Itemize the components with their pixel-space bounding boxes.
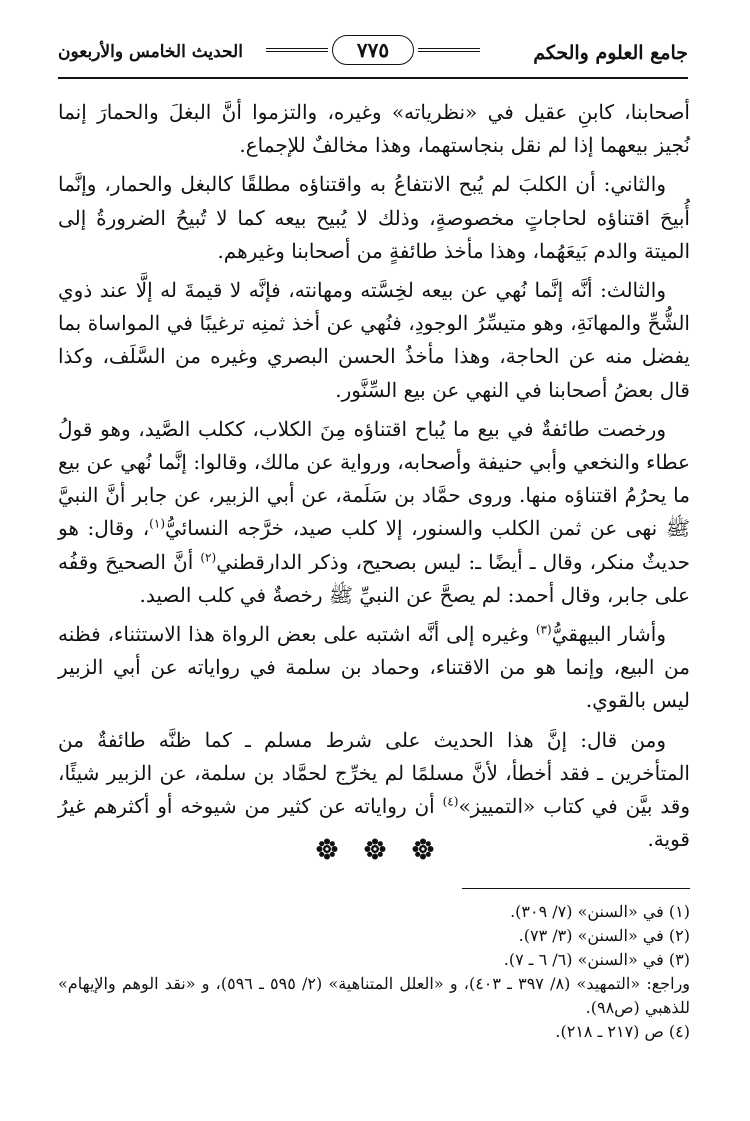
rosette-ornament-icon xyxy=(316,838,338,860)
paragraph xyxy=(58,724,690,857)
paragraph: أصحابنا، كابنِ عقيل في «نظرياته» وغيره، والتزموا أنَّ البغلَ والحمارَ إنما نُجيز بيعهما إذا لم نقل بنجاستهما، وهذا مخالفٌ للإجماع. xyxy=(58,100,690,158)
running-header xyxy=(58,30,688,74)
main-text xyxy=(58,96,690,862)
page-number: ٧٧٥ xyxy=(332,35,414,65)
footnote-3-note: وراجع: «التمهيد» (٨/ ٣٩٧ ـ ٤٠٣)، و «العلل المتناهية» (٢/ ٥٩٥ ـ ٥٩٦)، و «نقد الوهم والإيهام» للذهبي (ص٩٨). xyxy=(58,974,691,1017)
text-run: ، وقال: هو حديثٌ منكر، وقال ـ أيضًا ـ: ليس بصحيح، وذكر الدارقطني xyxy=(58,516,690,574)
paragraph xyxy=(58,413,690,612)
text-run: وغيره إلى أنَّه اشتبه على بعض الرواة هذا الاستثناء، فظنه من البيع، وإنما هو من الاقتناء، وحماد بن سلمة في رواياته عن أبي الزبير ليس بالقوي. xyxy=(58,622,690,713)
footnote-reference[interactable]: (١) xyxy=(149,516,165,531)
paragraph: والثالث: أنَّه إنَّما نُهي عن بيعه لخِسَّته ومهانته، فإنَّه لا قيمةَ له إلَّا عند ذوي الشُّحِّ والمهانَةِ، وهو متيسِّرُ الوجودِ، فنُهي عن أخذ ثمنِه ترغيبًا في المواساة بما يفضل منه عن الحاجة، وهذا مأخذُ الحسن البصري وغيره من السَّلَف، وكذا قال بعضُ أصحابنا في النهي عن بيع السِّنَّور. xyxy=(58,278,690,402)
paragraph xyxy=(58,618,690,718)
rosette-ornament-icon xyxy=(412,838,434,860)
text-run: ورخصت طائفةٌ في بيع ما يُباح اقتناؤه مِنَ الكلاب، ككلب الصَّيد، وهو قولُ عطاء والنخعي وأبي حنيفة وأصحابه، ورواية عن مالك، وقالوا: إنَّما نُهي عن بيع ما يحرُمُ اقتناؤه منها. وروى حمَّاد بن سَلَمة، عن أبي الزبير، عن جابر أنَّ النبيَّ ﷺ نهى عن ثمن الكلب والسنور، إلا كلب صيد، خرَّجه النسائيُّ xyxy=(58,416,690,541)
footnote-reference[interactable]: (٢) xyxy=(200,549,217,564)
footnotes xyxy=(58,900,690,1044)
header-rule-right xyxy=(418,48,480,52)
footnote-4: (٤) ص (٢١٧ ـ ٢١٨). xyxy=(555,1022,690,1041)
footnote-reference[interactable]: (٣) xyxy=(535,622,552,637)
footnote-3: (٣) في «السنن» (٦/ ٦ ـ ٧). xyxy=(503,950,690,969)
page-number-ornament xyxy=(266,35,480,65)
text-run: أن رواياته عن كثير من شيوخه أو أكثرهم غيرُ قوية. xyxy=(58,794,690,852)
text-run: ومن قال: إنَّ هذا الحديث على شرط مسلم ـ كما ظنَّه طائفةٌ من المتأخرين ـ فقد أخطأ، لأنَّ مسلمًا لم يخرِّج لحمَّاد بن سلمة، عن الزبير شيئًا، وقد بيَّن في كتاب «التمييز» xyxy=(58,727,691,819)
section-title: الحديث الخامس والأربعون xyxy=(58,42,243,62)
rosette-ornament-icon xyxy=(364,838,386,860)
footnote-1: (١) في «السنن» (٧/ ٣٠٩). xyxy=(510,902,690,921)
header-rule-left xyxy=(266,48,328,52)
footnote-reference[interactable]: (٤) xyxy=(442,794,459,809)
header-divider xyxy=(58,77,688,79)
paragraph: والثاني: أن الكلبَ لم يُبح الانتفاعُ به واقتناؤه مطلقًا كالبغل والحمار، وإنَّما أُبيحَ اقتناؤه لحاجاتٍ مخصوصةٍ، وذلك لا يُبيح بيعه كما لا تُبيحُ الضرورةُ إلى الميتة والدم بَيعَهُما، وهذا مأخذ طائفةٍ من أصحابنا وغيرهم. xyxy=(58,172,690,263)
text-run: وأشار البيهقيُّ xyxy=(551,622,666,647)
footnote-2: (٢) في «السنن» (٣/ ٧٣). xyxy=(518,926,690,945)
footnote-separator xyxy=(462,888,690,889)
book-title: جامع العلوم والحكم xyxy=(533,42,688,64)
section-end-ornaments xyxy=(0,838,750,860)
text-run: أنَّ الصحيحَ وقفُه على جابر، وقال أحمد: لم يصحَّ عن النبيِّ ﷺ رخصةٌ في كلب الصيد. xyxy=(58,549,690,607)
